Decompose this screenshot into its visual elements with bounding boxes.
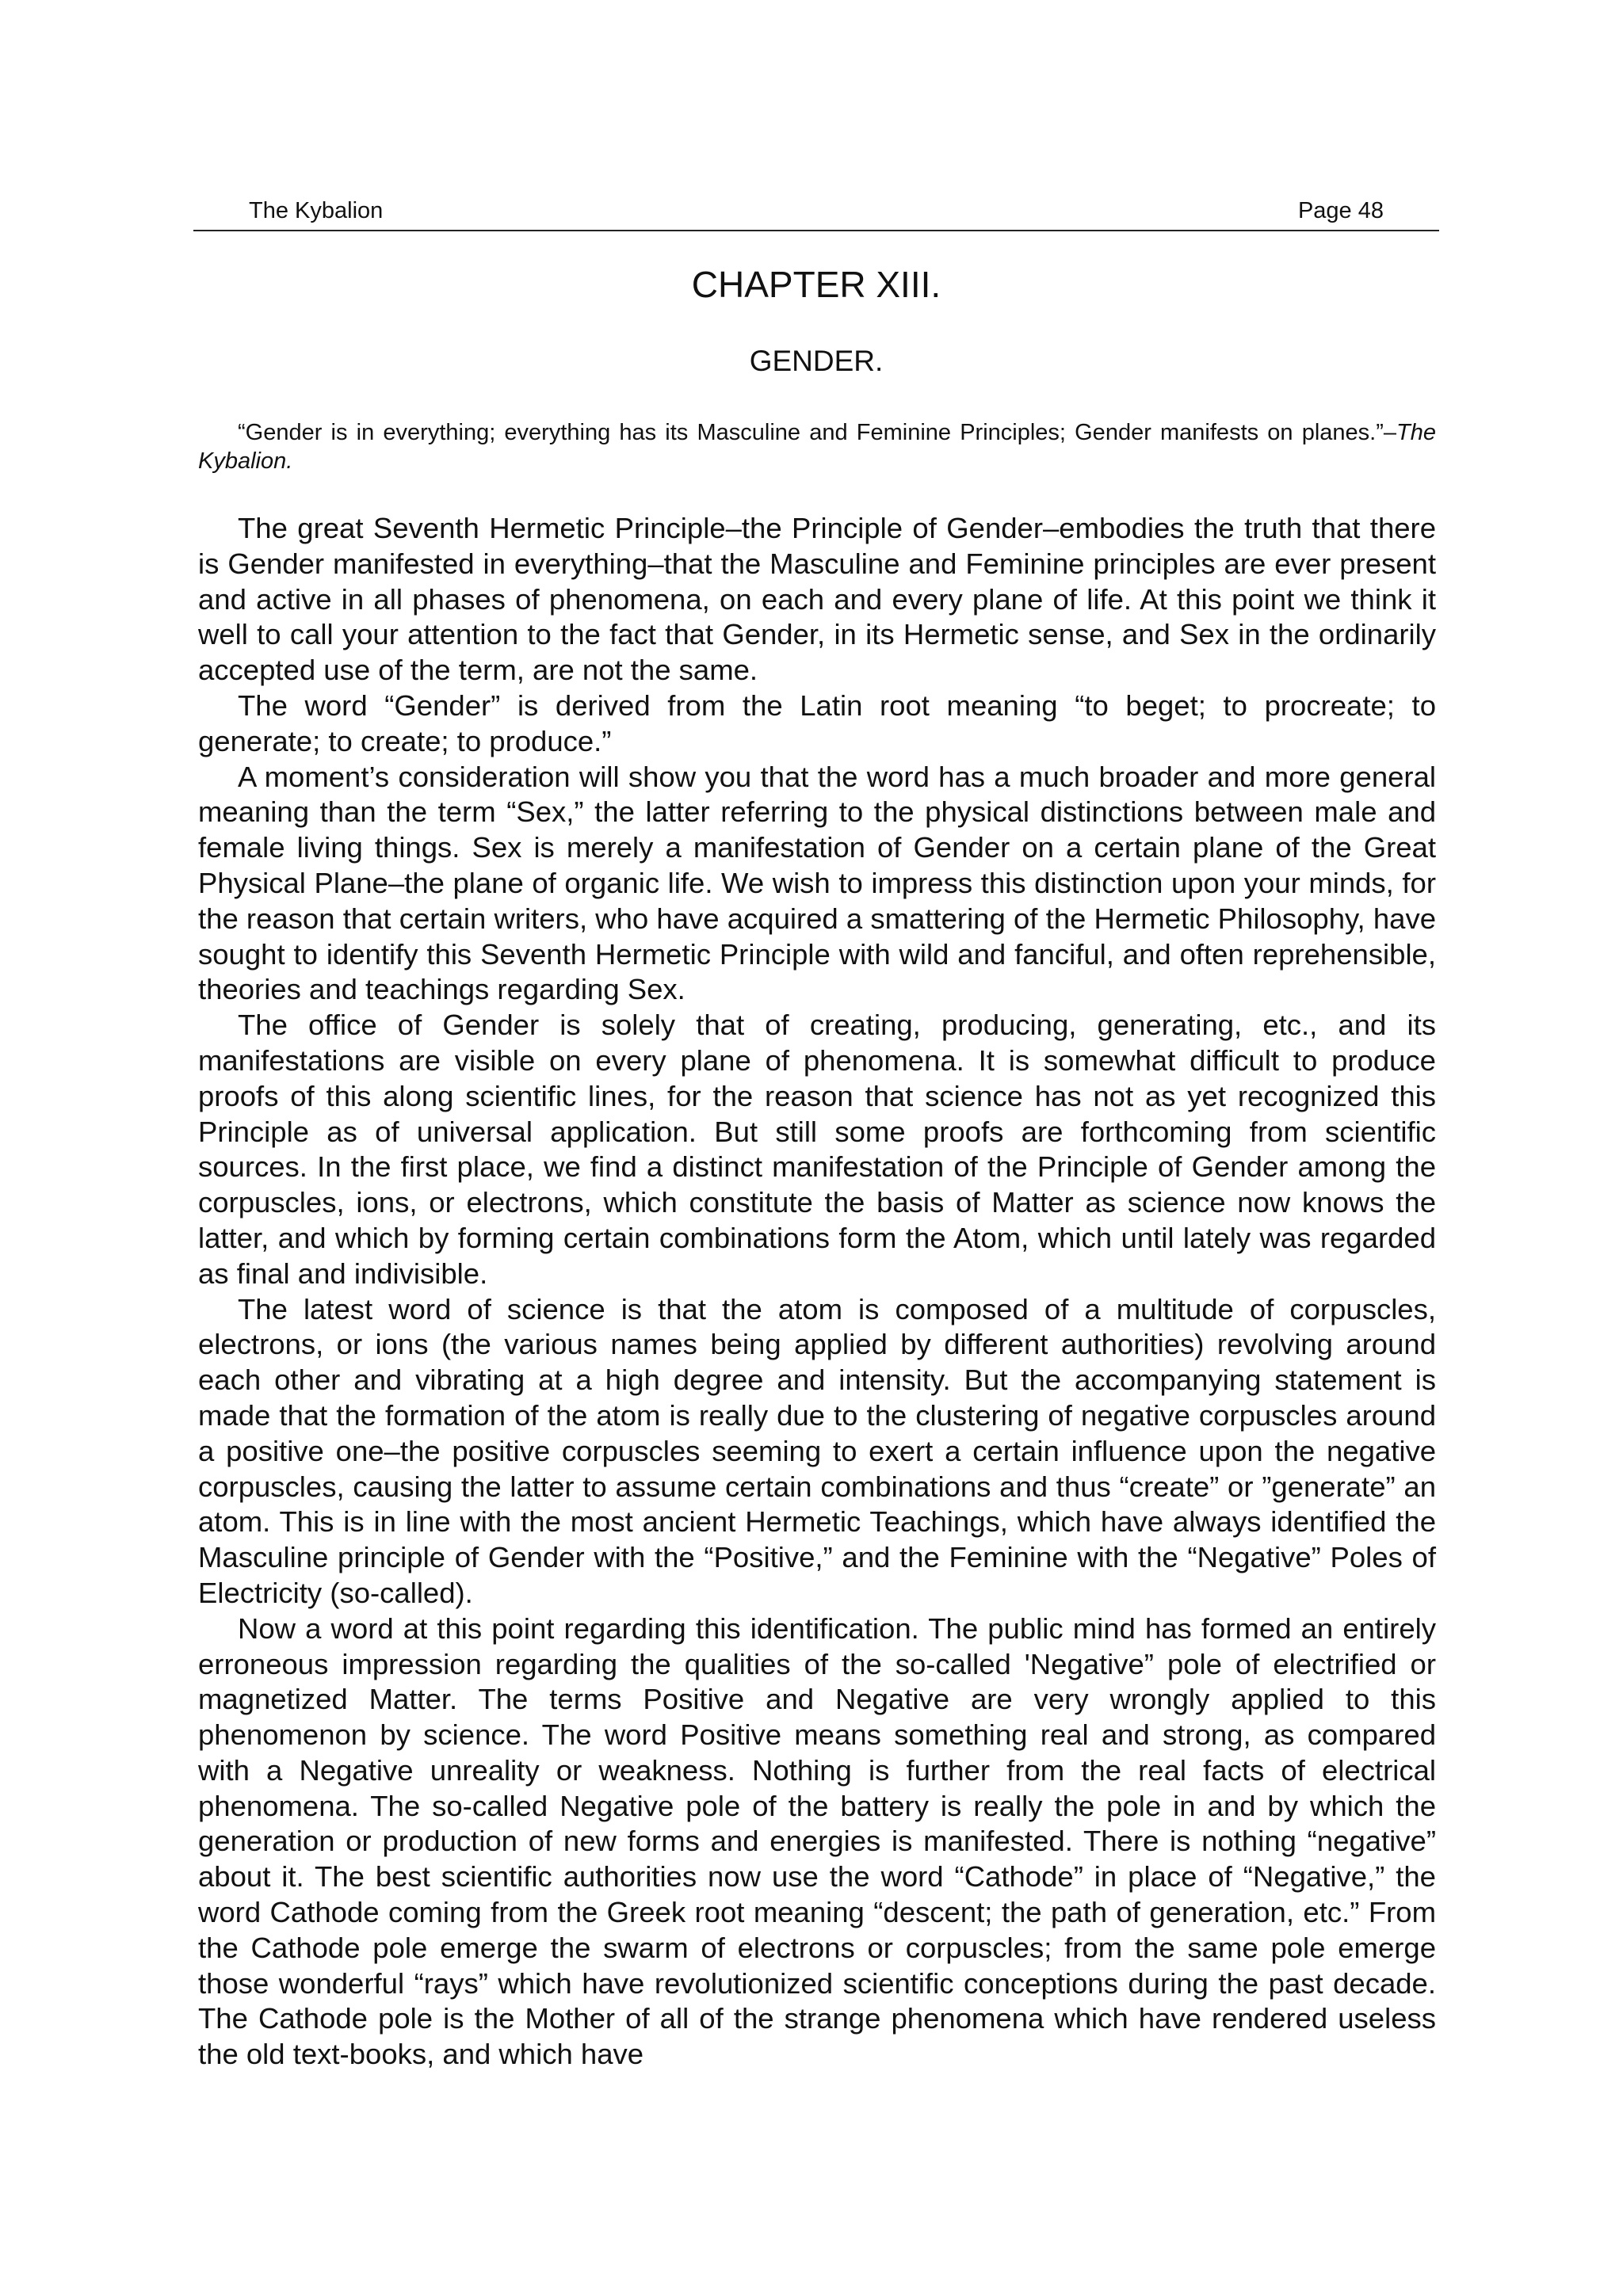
epigraph-source: The Kybalion.	[198, 420, 1436, 474]
paragraph: The great Seventh Hermetic Principle–the Principle of Gender–embodies the truth that there is Gender manifested in everything–that the Masculine and Feminine principles are ever present and active in all phases of phenomena, on each and every plane of life. At this point we think it well to call your attention to the fact that Gender, in its Hermetic sense, and Sex in the ordinarily accepted use of the term, are not the same.	[198, 512, 1436, 687]
epigraph-quote: “Gender is in everything; everything has its Masculine and Feminine Principles; Gender manifests on planes.”–	[238, 420, 1397, 445]
paragraph: The word “Gender” is derived from the Latin root meaning “to beget; to procreate; to generate; to create; to produce.”	[198, 688, 1436, 757]
header-book-title: The Kybalion	[249, 198, 384, 223]
paragraph: The latest word of science is that the atom is composed of a multitude of corpuscles, electrons, or ions (the various names being applied by different authorities) revolving around each other and vibrating at a high degree and intensity. But the accompanying statement is made that the formation of the atom is really due to the clustering of negative corpuscles around a positive one–the positive corpuscles seeming to exert a certain influence upon the negative corpuscles, causing the latter to assume certain combinations and thus “create” or ”generate” an atom. This is in line with the most ancient Hermetic Teachings, which have always identified the Masculine principle of Gender with the “Positive,” and the Feminine with the “Negative” Poles of Electricity (so-called).	[198, 1292, 1436, 1609]
chapter-title: GENDER.	[749, 345, 884, 377]
paragraph: A moment’s consideration will show you that the word has a much broader and more general meaning than the term “Sex,” the latter referring to the physical distinctions between male and female living things. Sex is merely a manifestation of Gender on a certain plane of the Great Physical Plane–the plane of organic life. We wish to impress this distinction upon your minds, for the reason that certain writers, who have acquired a smattering of the Hermetic Philosophy, have sought to identify this Seventh Hermetic Principle with wild and fanciful, and often reprehensible, theories and teachings regarding Sex.	[198, 760, 1436, 1006]
paragraph: Now a word at this point regarding this identification. The public mind has formed an entirely erroneous impression regarding the qualities of the so-called 'Negative” pole of electrified or magnetized Matter. The terms Positive and Negative are very wrongly applied to this phenomenon by science. The word Positive means something real and strong, as compared with a Negative unreality or weakness. Nothing is further from the real facts of electrical phenomena. The so-called Negative pole of the battery is really the pole in and by which the generation or production of new forms and energies is manifested. There is nothing “negative” about it. The best scientific authorities now use the word “Cathode” in place of “Negative,” the word Cathode coming from the Greek root meaning “descent; the path of generation, etc.” From the Cathode pole emerge the swarm of electrons or corpuscles; from the same pole emerge those wonderful “rays” which have revolutionized scientific conceptions during the past decade. The Cathode pole is the Mother of all of the strange phenomena which have rendered useless the old text-books, and which have	[198, 1611, 1436, 2071]
header-page-number: Page 48	[1297, 198, 1384, 223]
epigraph	[198, 418, 1436, 475]
chapter-number: CHAPTER XIII.	[691, 264, 941, 305]
body-text	[198, 511, 1436, 2073]
paragraph: The office of Gender is solely that of creating, producing, generating, etc., and its manifestations are visible on every plane of phenomena. It is somewhat difficult to produce proofs of this along scientific lines, for the reason that science has not as yet recognized this Principle as of universal application. But still some proofs are forthcoming from scientific sources. In the first place, we find a distinct manifestation of the Principle of Gender among the corpuscles, ions, or electrons, which constitute the basis of Matter as science now knows the latter, and which by forming certain combinations form the Atom, which until lately was regarded as final and indivisible.	[198, 1009, 1436, 1290]
running-header	[193, 195, 1439, 231]
